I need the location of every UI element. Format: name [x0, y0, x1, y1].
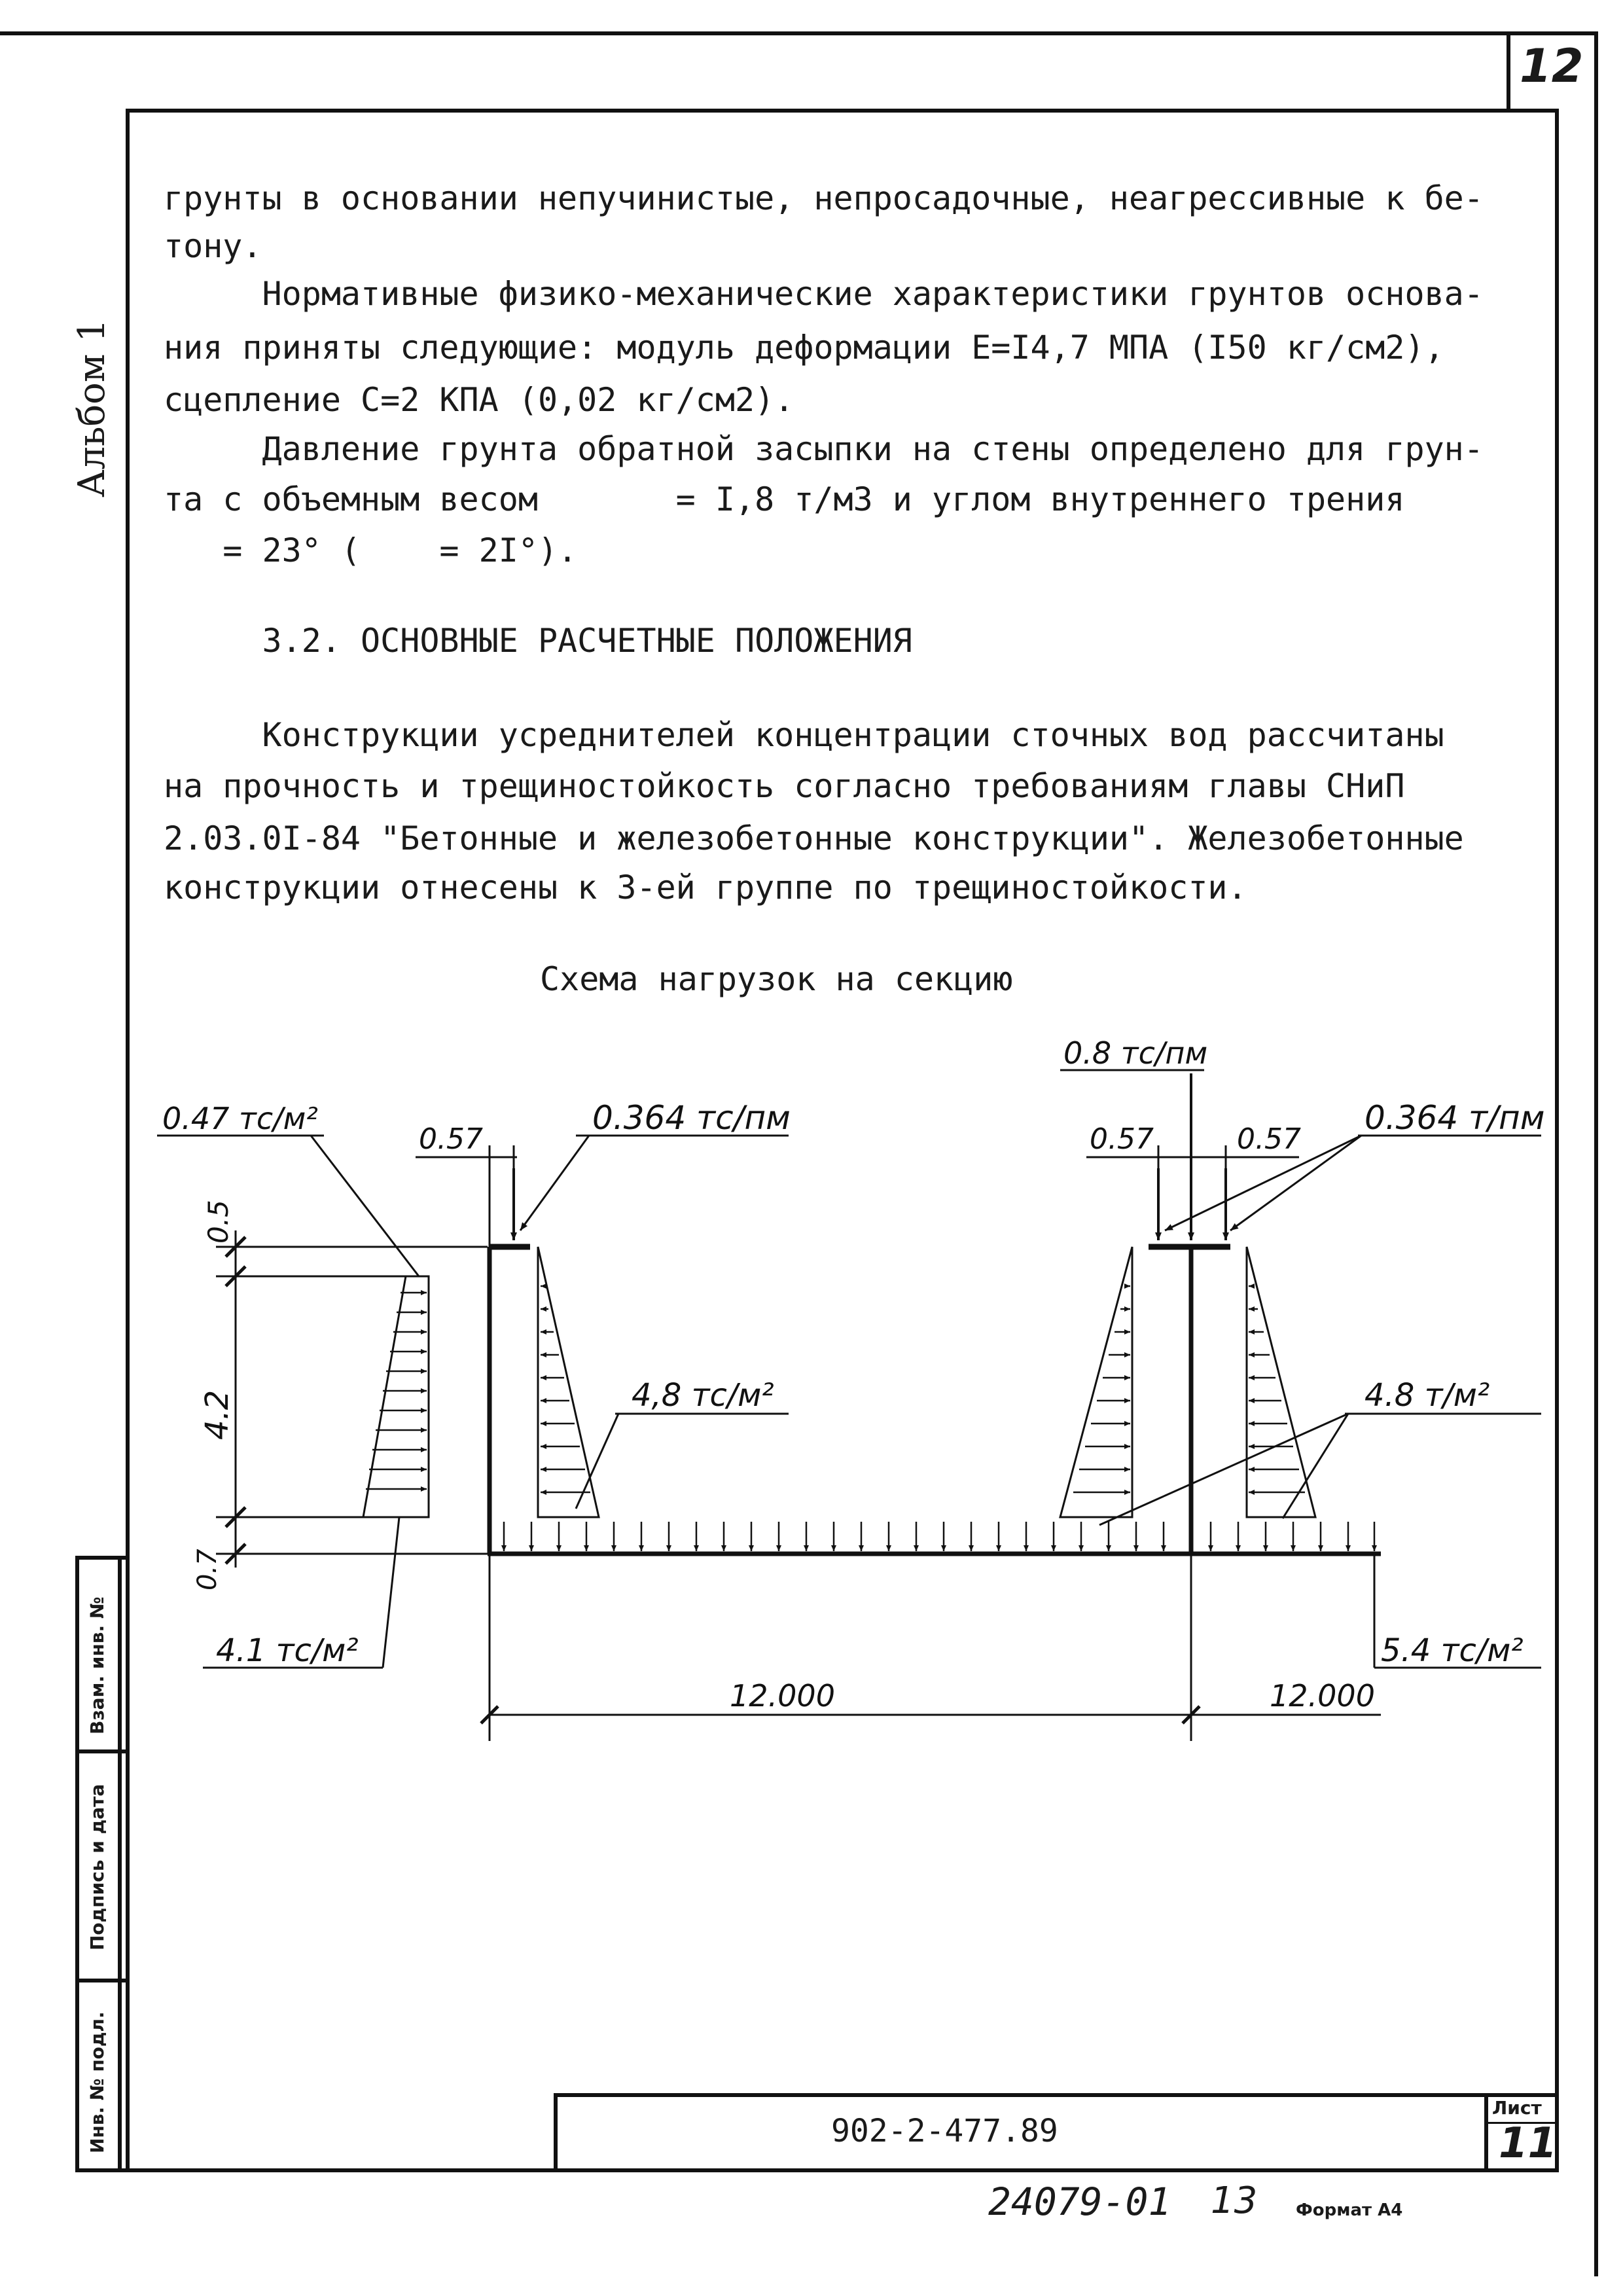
label-0364-right: 0.364 т/пм: [1364, 1099, 1545, 1137]
label-54: 5.4 тс/м²: [1381, 1632, 1524, 1669]
album-label: Альбом 1: [71, 319, 113, 497]
p4-line-3: 2.03.0I-84 "Бетонные и железобетонные конструкции". Железобетонные: [164, 819, 1464, 857]
label-41: 4.1 тс/м²: [216, 1632, 359, 1669]
leader-48-left-diag: [576, 1414, 618, 1509]
label-0364-left: 0.364 тс/пм: [592, 1099, 791, 1137]
outer-left-arrows: [366, 1293, 427, 1489]
p3-line-3: = 23° ( = 2I°).: [164, 531, 578, 569]
label-dim-07: 0.7: [192, 1549, 223, 1590]
mid-right-arrows: [1249, 1286, 1305, 1492]
stamp-podpis-label: Подпись и дата: [86, 1784, 108, 1950]
label-dim-42: 4.2: [199, 1390, 236, 1440]
p2-line-1: Нормативные физико-механические характеристики грунтов основа-: [164, 275, 1484, 313]
leader-41-diag: [383, 1517, 399, 1668]
page-number: 12: [1520, 39, 1584, 93]
label-057-left: 0.57: [419, 1122, 483, 1156]
soil-pressure-mid-right: [1247, 1247, 1315, 1517]
diagram-title: Схема нагрузок на секцию: [540, 960, 1013, 998]
document-code: 902-2-477.89: [831, 2113, 1058, 2149]
leader-48-right-d1: [1099, 1414, 1348, 1525]
p3-line-1: Давление грунта обратной засыпки на стены определено для грун-: [164, 430, 1484, 468]
leader-0364-left-diag: [520, 1136, 589, 1230]
label-48-right: 4.8 т/м²: [1364, 1377, 1490, 1414]
stamp-vzam-label: Взам. инв. №: [86, 1596, 108, 1734]
p1-line-2: тону.: [164, 227, 262, 265]
label-48-left: 4,8 тс/м²: [632, 1377, 774, 1414]
sheet-number: 11: [1499, 2119, 1558, 2168]
p4-line-2: на прочность и трещиностойкость согласно требованиям главы СНиП: [164, 767, 1405, 805]
label-span-left: 12.000: [730, 1678, 835, 1713]
p3-line-2: та с объемным весом = I,8 т/м3 и углом внутреннего трения: [164, 480, 1405, 518]
p2-line-3: сцепление С=2 КПА (0,02 кг/см2).: [164, 381, 794, 419]
p4-line-1: Конструкции усреднителей концентрации сточных вод рассчитаны: [164, 716, 1444, 754]
inner-left-arrows: [541, 1286, 590, 1492]
bottom-number: 13: [1211, 2179, 1258, 2222]
sheet-label: Лист: [1492, 2097, 1542, 2119]
label-08: 0.8 тс/пм: [1063, 1035, 1208, 1071]
slab-pressure-arrows: [504, 1522, 1374, 1551]
label-047: 0.47 тс/м²: [162, 1101, 318, 1136]
label-057-mid: 0.57: [1090, 1122, 1154, 1156]
bottom-code: 24079-01: [988, 2179, 1171, 2224]
soil-pressure-mid-left: [1060, 1247, 1132, 1517]
label-span-right: 12.000: [1270, 1678, 1375, 1713]
p2-line-2: ния приняты следующие: модуль деформации Е=I4,7 МПА (I50 кг/см2),: [164, 329, 1444, 367]
p1-line-1: грунты в основании непучинистые, непросадочные, неагрессивные к бе-: [164, 179, 1484, 217]
p4-line-4: конструкции отнесены к 3-ей группе по трещиностойкости.: [164, 869, 1247, 906]
format-label: Формат А4: [1296, 2200, 1403, 2220]
label-dim-05: 0.5: [202, 1200, 234, 1244]
stamp-inv-label: Инв. № подл.: [86, 2011, 108, 2153]
leader-047-diag: [311, 1136, 419, 1276]
section-heading: 3.2. ОСНОВНЫЕ РАСЧЕТНЫЕ ПОЛОЖЕНИЯ: [164, 622, 912, 660]
label-057-right: 0.57: [1237, 1122, 1301, 1156]
mid-left-arrows: [1073, 1286, 1130, 1492]
